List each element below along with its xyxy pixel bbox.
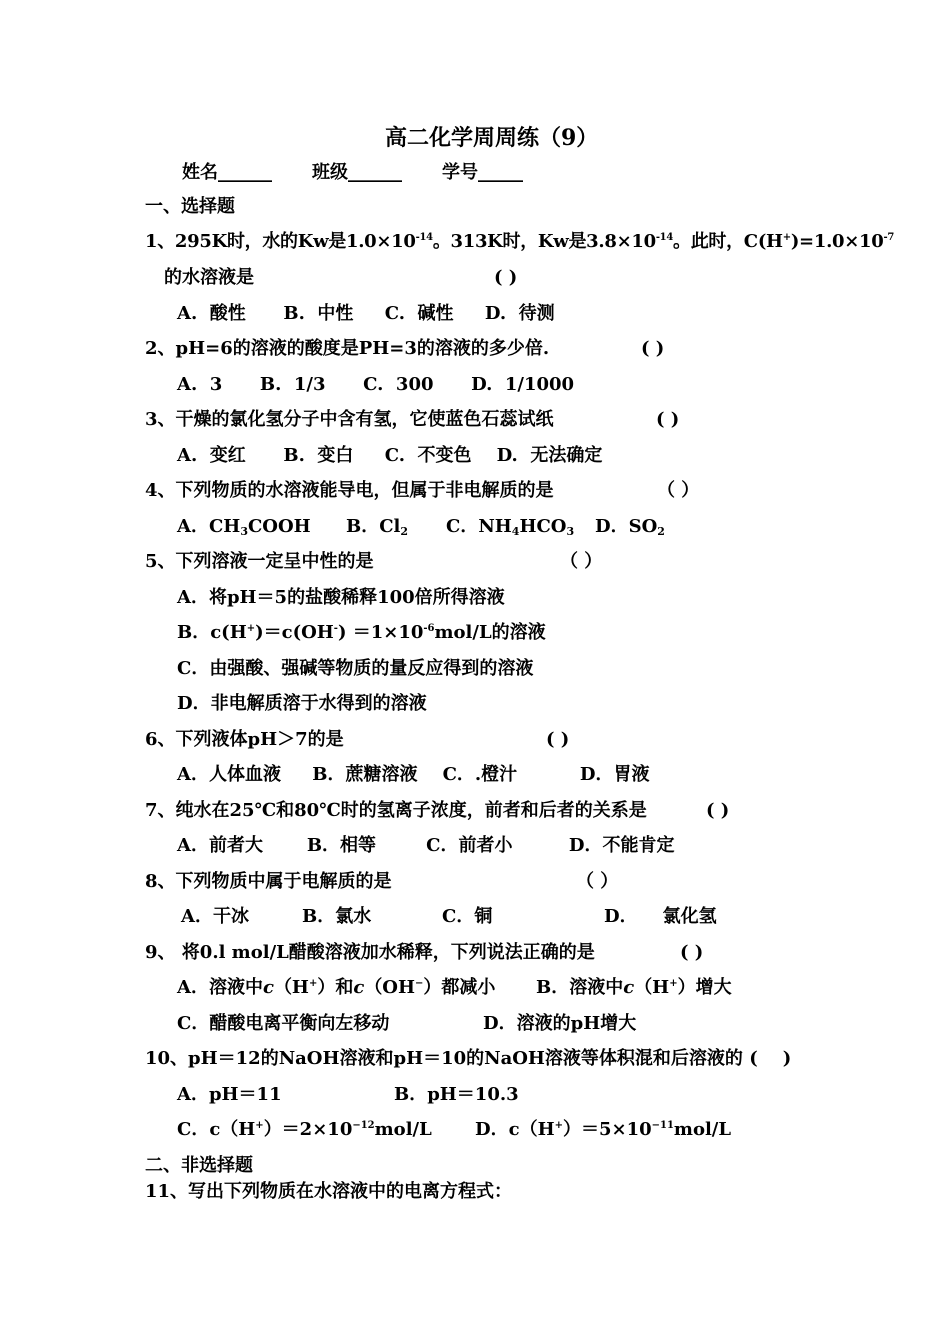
option-d: D．溶液的pH增大 xyxy=(483,1013,637,1034)
option-b: B．pH＝10.3 xyxy=(394,1084,519,1105)
option-b: B．$c(H^+)=c(OH^-) =1\times 10^{-6}mol/L$的溶液 xyxy=(177,622,546,643)
answer-blank: ( ) xyxy=(706,800,730,821)
option-b: B．$Cl_2$ xyxy=(346,516,409,538)
option-c: C．由强酸、强碱等物质的量反应得到的溶液 xyxy=(177,658,534,679)
student-number-field[interactable]: 学号_____ xyxy=(442,162,523,183)
class-field[interactable]: 班级______ xyxy=(312,162,402,183)
question-10: 10、pH＝12的NaOH溶液和pH＝10的NaOH溶液等体积混和后溶液的 ( ) xyxy=(145,1048,792,1069)
question-4: 4、下列物质的水溶液能导电，但属于非电解质的是 xyxy=(145,480,554,501)
option-c: C．醋酸电离平衡向左移动 xyxy=(177,1013,390,1034)
option-a: A．pH＝11 xyxy=(177,1084,282,1105)
option-d: D． 氯化氢 xyxy=(604,906,717,927)
question-3: 3、干燥的氯化氢分子中含有氢，它使蓝色石蕊试纸 xyxy=(145,409,554,430)
answer-blank: （ ） xyxy=(560,551,603,572)
option-b: B．溶液中c（H+）增大 xyxy=(536,977,732,998)
answer-blank: ( ) xyxy=(641,338,665,359)
option-c: C．$c(H^+)=2\times 10^{-12}mol/L$ xyxy=(177,1119,432,1140)
question-1-line-2: 的水溶液是 xyxy=(164,267,254,288)
question-6-options: A．人体血液 B．蔗糖溶液 C．.橙汁 D．胃液 xyxy=(177,764,650,785)
name-field[interactable]: 姓名______ xyxy=(182,162,272,183)
question-1-line-1: 1、295K时，水的Kw是$1.0\times 10^{-14}$。313K时，Kw是$3.8\times 10^{-14}$。此时，$C(H^+)=1.0\times 10^{-7}$ xyxy=(145,231,895,252)
question-6: 6、下列液体pH＞7的是 xyxy=(145,729,344,750)
section-heading: 一、选择题 xyxy=(145,196,235,217)
question-2: 2、pH=6的溶液的酸度是PH=3的溶液的多少倍. xyxy=(145,338,550,359)
option-b: B．氯水 xyxy=(302,906,372,927)
question-2-options: A. 3 B. 1/3 C. 300 D. 1/1000 xyxy=(177,374,575,395)
option-d: D．非电解质溶于水得到的溶液 xyxy=(177,693,427,714)
question-5: 5、下列溶液一定呈中性的是 xyxy=(145,551,374,572)
question-8: 8、下列物质中属于电解质的是 xyxy=(145,871,392,892)
option-d: D．$SO_2$ xyxy=(595,516,665,538)
answer-blank: ( ) xyxy=(656,409,680,430)
question-3-options: A. 变红 B. 变白 C. 不变色 D. 无法确定 xyxy=(177,445,603,466)
question-7: 7、纯水在25℃和80℃时的氢离子浓度，前者和后者的关系是 xyxy=(145,800,647,821)
answer-blank: ( ) xyxy=(680,942,704,963)
section-heading: 二、非选择题 xyxy=(145,1155,253,1176)
question-11: 11、写出下列物质在水溶液中的电离方程式： xyxy=(145,1181,513,1202)
option-a: A．溶液中c（H+）和c（OH−）都减小 xyxy=(177,977,496,998)
option-a: A．将pH＝5的盐酸稀释100倍所得溶液 xyxy=(177,587,505,608)
answer-blank: ( ) xyxy=(494,267,518,288)
option-d: D．$c(H^+)=5\times 10^{-11}mol/L$ xyxy=(475,1119,732,1140)
option-a: A．$CH_3COOH$ xyxy=(177,516,311,538)
answer-blank: （ ） xyxy=(576,871,619,892)
option-c: C．铜 xyxy=(442,906,493,927)
option-a: A．干冰 xyxy=(181,906,249,927)
question-7-options: A．前者大 B．相等 C．前者小 D．不能肯定 xyxy=(177,835,675,856)
question-9: 9、 将0.l mol/L醋酸溶液加水稀释，下列说法正确的是 xyxy=(145,942,595,963)
answer-blank: （ ） xyxy=(657,480,700,501)
page-title: 高二化学周周练（9） xyxy=(385,125,599,151)
option-c: C．$NH_4HCO_3$ xyxy=(446,516,575,538)
question-1-options: A. 酸性 B. 中性 C. 碱性 D. 待测 xyxy=(177,303,555,324)
answer-blank: ( ) xyxy=(546,729,570,750)
